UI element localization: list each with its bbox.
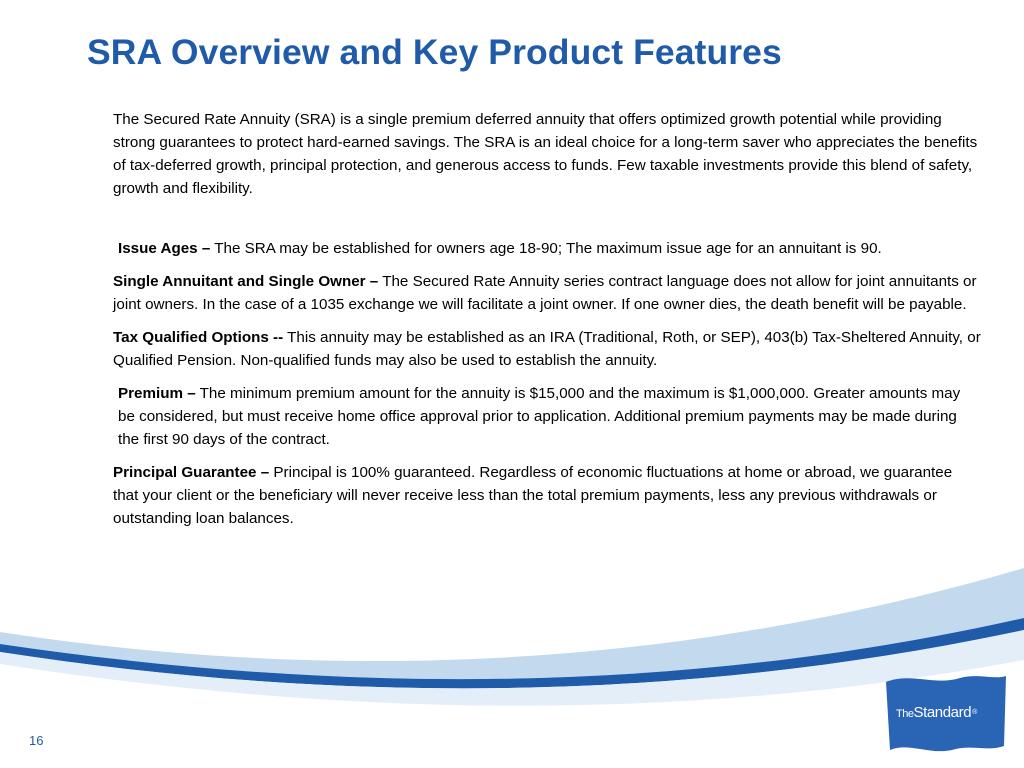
decorative-swoosh — [0, 560, 1024, 768]
slide-body — [113, 108, 981, 540]
registered-mark: ® — [972, 709, 978, 716]
feature-text: The SRA may be established for owners age 18-90; The maximum issue age for an annuitant is 90. — [210, 240, 882, 257]
slide-title: SRA Overview and Key Product Features — [87, 32, 782, 72]
feature-label: Single Annuitant and Single Owner – — [113, 273, 379, 290]
the-standard-logo — [880, 670, 1010, 755]
feature-label: Tax Qualified Options -- — [113, 329, 284, 346]
feature-label: Premium – — [118, 385, 196, 402]
intro-paragraph: The Secured Rate Annuity (SRA) is a single premium deferred annuity that offers optimized growth potential while providing strong guarantees to protect hard-earned savings. The SRA is an ideal choice for a long-term saver who appreciates the benefits of tax-deferred growth, principal protection, and generous access to funds. Few taxable investments provide this blend of safety, growth and flexibility. — [113, 111, 978, 197]
feature-text: The minimum premium amount for the annuity is $15,000 and the maximum is $1,000,000. Greater amounts may be considered, but must receive home office approval prior to application. Additional premium payments may be made during the first 90 days of the contract. — [118, 385, 961, 448]
feature-single-annuitant-owner — [113, 270, 981, 316]
logo-the-text: The — [896, 708, 914, 720]
feature-label: Issue Ages – — [118, 240, 211, 257]
feature-label: Principal Guarantee – — [113, 464, 270, 481]
feature-text: The Secured Rate Annuity series contract language does not allow for joint annuitants or joint owners. In the case of a 1035 exchange we will facilitate a joint owner. If one owner dies, the death benefit will be payable. — [113, 273, 977, 313]
feature-premium — [113, 382, 981, 451]
feature-text: Principal is 100% guaranteed. Regardless of economic fluctuations at home or abroad, we guarantee that your client or the beneficiary will never receive less than the total premium payments, less any previous withdrawals or outstanding loan balances. — [113, 464, 953, 527]
page-number: 16 — [29, 733, 44, 748]
logo-standard-text: Standard — [913, 704, 972, 721]
feature-issue-ages — [113, 237, 981, 260]
feature-text: This annuity may be established as an IRA (Traditional, Roth, or SEP), 403(b) Tax-Sheltered Annuity, or Qualified Pension. Non-qualified funds may also be used to establish the annuity. — [113, 329, 981, 369]
feature-principal-guarantee — [113, 461, 981, 530]
feature-tax-qualified-options — [113, 326, 981, 372]
